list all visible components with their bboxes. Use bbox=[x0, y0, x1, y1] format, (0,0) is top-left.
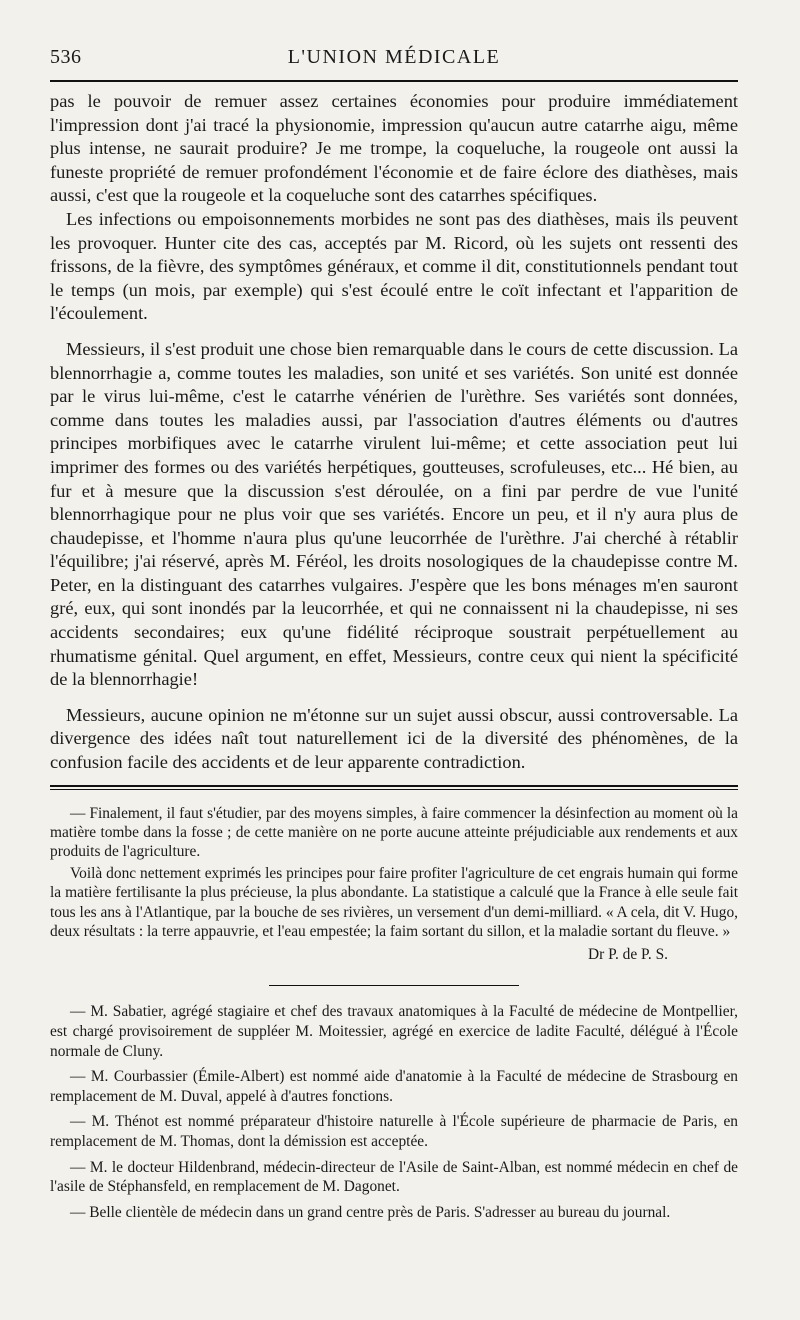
main-article bbox=[50, 90, 738, 775]
page-header bbox=[50, 46, 738, 76]
short-divider bbox=[269, 985, 519, 986]
note-paragraph: — Finalement, il faut s'étudier, par des moyens simples, à faire commencer la désinfection au moment où la matière tombe dans la fosse ; de cette manière on ne porte aucune atteinte préjudiciable aux rendements et aux produits de l'agriculture. bbox=[50, 804, 738, 861]
news-item: — M. le docteur Hildenbrand, médecin-directeur de l'Asile de Saint-Alban, est nommé médecin en chef de l'asile de Stéphansfeld, en remplacement de M. Dagonet. bbox=[50, 1158, 738, 1196]
article-paragraph: Les infections ou empoisonnements morbides ne sont pas des diathèses, mais ils peuvent les provoquer. Hunter cite des cas, acceptés par M. Ricord, où les sujets ont ressenti des frissons, de la fièvre, des symptômes généraux, et comme il dit, constitutionnels pendant tout le temps (un mois, par exemple) qui s'est écoulé entre le coït infectant et l'apparition de l'écoulement. bbox=[50, 208, 738, 324]
author-signature: Dr P. de P. S. bbox=[588, 946, 668, 964]
article-paragraph: pas le pouvoir de remuer assez certaines économies pour produire immédiatement l'impression dont j'ai tracé la physionomie, impression qu'aucun autre catarrhe aigu, même plus intense, ne saurait produire? Je me trompe, la coqueluche, la rougeole ont aussi la funeste propriété de remuer profondément l'économie et de faire éclore des diathèses, mais aussi, c'est que la rougeole et la coqueluche sont des catarrhes spécifiques. bbox=[50, 91, 738, 206]
news-items bbox=[50, 1002, 738, 1222]
news-item: — M. Courbassier (Émile-Albert) est nommé aide d'anatomie à la Faculté de médecine de Strasbourg en remplacement de M. Duval, appelé à d'autres fonctions. bbox=[50, 1068, 738, 1105]
section-divider bbox=[50, 785, 738, 790]
note-paragraph: Voilà donc nettement exprimés les principes pour faire profiter l'agriculture de cet engrais humain qui forme la matière fertilisante la plus précieuse, la plus abondante. La statistique a calculé que la France à elle seule fait tous les ans à l'Atlantique, par la bouche de ses rivières, un versement d'un demi-milliard. « A cela, dit V. Hugo, deux résultats : la terre appauvrie, et l'eau empestée; la faim sortant du sillon, et la maladie sortant du fleuve. » bbox=[50, 864, 738, 941]
running-title: L'UNION MÉDICALE bbox=[287, 46, 501, 68]
news-item: — M. Thénot est nommé préparateur d'histoire naturelle à l'École supérieure de pharmacie de Paris, en remplacement de M. Thomas, dont la démission est acceptée. bbox=[50, 1113, 738, 1151]
page-number: 536 bbox=[50, 46, 82, 68]
header-rule bbox=[50, 80, 738, 82]
feuilleton-notes bbox=[50, 804, 738, 942]
article-paragraph: Messieurs, il s'est produit une chose bien remarquable dans le cours de cette discussion. La blennorrhagie a, comme toutes les maladies, son unité et ses variétés. Son unité est donnée par le virus lui-même, c'est le catarrhe vénérien de l'urèthre. Ses variétés sont données, comme dans toutes les maladies aussi, par l'association d'autres éléments ou d'autres principes morbifiques avec le catarrhe virulent lui-même; et cette association peut lui imprimer des formes ou des variétés herpétiques, goutteuses, scrofuleuses, etc... Hé bien, au fur et à mesure que la discussion s'est déroulée, on a fini par perdre de vue l'unité blennorrhagique pour ne plus voir que ses variétés. Encore un peu, et il n'y aura plus de chaudepisse, et l'homme n'aura plus qu'une leucorrhée de l'urèthre. J'ai cherché à rétablir l'équilibre; j'ai réservé, après M. Féréol, les droits nosologiques de la chaudepisse contre M. Peter, en la distinguant des catarrhes vulgaires. J'espère que les bons ménages m'en sauront gré, eux, qui sont inondés par la leucorrhée, et qui ne connaissent ni la chaudepisse, ni ses accidents secondaires; eux qu'une fidélité réciproque soustrait perpétuellement au rhumatisme génital. Quel argument, en effet, Messieurs, contre ceux qui nient la spécificité de la blennorrhagie! bbox=[50, 338, 738, 690]
news-item: — Belle clientèle de médecin dans un grand centre près de Paris. S'adresser au bureau du journal. bbox=[70, 1203, 671, 1221]
news-item: — M. Sabatier, agrégé stagiaire et chef des travaux anatomiques à la Faculté de médecine de Montpellier, est chargé provisoirement de suppléer M. Moitessier, agrégé en exercice de ladite Faculté, délégué à l'École normale de Cluny. bbox=[50, 1003, 738, 1060]
article-paragraph: Messieurs, aucune opinion ne m'étonne sur un sujet aussi obscur, aussi controversable. La divergence des idées naît tout naturellement ici de la diversité des phénomènes, de la confusion facile des accidents et de leur apparente contradiction. bbox=[50, 704, 738, 773]
